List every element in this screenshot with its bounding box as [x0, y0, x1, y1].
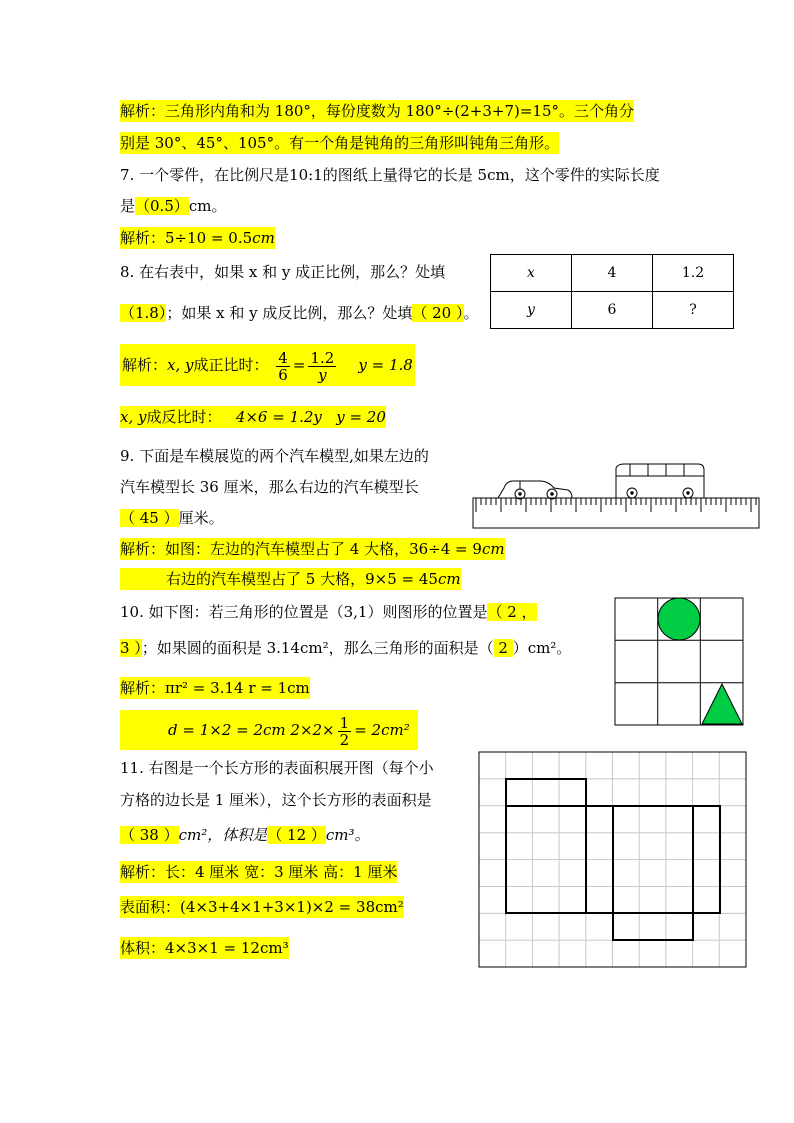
- q7-answer: （0.5）: [135, 197, 189, 215]
- q11-question-line2: 方格的边长是 1 厘米），这个长方形的表面积是: [120, 791, 432, 809]
- fraction: $\frac{1}{2}$: [339, 713, 350, 749]
- q9-answer: （ 45 ）: [120, 509, 179, 527]
- q9-question-line3: （ 45 ）厘米。: [120, 509, 224, 527]
- q10-analysis2: d = 1×2 = 2cm 2×2× $\frac{1}{2}$ = 2cm²: [120, 710, 418, 750]
- q10-question-line1: 10. 如下图：若三角形的位置是（3,1）则图形的位置是（ 2 ，: [120, 603, 537, 621]
- q9-analysis2: 右边的汽车模型占了 5 大格，9×5 = 45cm: [120, 568, 461, 590]
- table-cell: y: [491, 292, 572, 329]
- q8-answer2: （ 20 ）: [412, 304, 464, 322]
- q8-analysis2: x, y成反比时： 4×6 = 1.2y y = 20: [120, 408, 386, 426]
- fraction: $\frac{4}{6}$: [278, 348, 288, 384]
- q11-answer1: （ 38 ）: [120, 826, 179, 844]
- q11-question-line1: 11. 右图是一个长方形的表面积展开图（每个小: [120, 759, 434, 777]
- ruler-ticks: [476, 498, 756, 512]
- q7-question-line1: 7. 一个零件，在比例尺是10:1的图纸上量得它的长是 5cm，这个零件的实际长度: [120, 166, 660, 184]
- q8-analysis1: 解析：x, y成正比时： $\frac{4}{6}$ = $\frac{1.2}{y}$ y = 1.8: [120, 344, 415, 386]
- q11-question-line3: （ 38 ）cm²，体积是（ 12 ）cm³。: [120, 826, 370, 844]
- table-cell: ?: [653, 292, 734, 329]
- table-cell: x: [491, 255, 572, 292]
- table-row: [491, 292, 734, 329]
- q10-answer1b: 3 ）: [120, 639, 142, 657]
- q8-xy-table: [490, 254, 734, 329]
- q6-analysis-line2: 别是 30°、45°、105°。有一个角是钝角的三角形叫钝角三角形。: [120, 134, 560, 152]
- q6-analysis-line1: 解析：三角形内角和为 180°，每份度数为 180°÷(2+3+7)=15°。三个角分: [120, 102, 634, 120]
- table-cell: 4: [572, 255, 653, 292]
- q10-answer1a: （ 2 ，: [487, 603, 537, 621]
- table-row: [491, 255, 734, 292]
- table-cell: 6: [572, 292, 653, 329]
- q8-answer1: （1.8）: [120, 304, 167, 322]
- triangle-shape: [702, 684, 742, 724]
- q9-question-line1: 9. 下面是车模展览的两个汽车模型,如果左边的: [120, 447, 429, 465]
- box-net-grid-figure: [478, 751, 748, 969]
- right-bus-icon: [616, 464, 704, 498]
- q11-answer2: （ 12 ）: [267, 826, 326, 844]
- table-cell: 1.2: [653, 255, 734, 292]
- q9-question-line2: 汽车模型长 36 厘米，那么右边的汽车模型长: [120, 478, 419, 496]
- q9-analysis1: 解析：如图：左边的汽车模型占了 4 大格，36÷4 = 9cm: [120, 540, 505, 558]
- q11-analysis3: 体积：4×3×1 = 12cm³: [120, 939, 289, 957]
- q7-analysis: 解析：5÷10 = 0.5cm: [120, 229, 275, 247]
- q11-analysis1: 解析：长：4 厘米 宽：3 厘米 高：1 厘米: [120, 863, 398, 881]
- q10-answer2: 2: [493, 639, 513, 657]
- q10-question-line2: 3 ）；如果圆的面积是 3.14cm²，那么三角形的面积是（ 2 ）cm²。: [120, 639, 572, 657]
- position-grid-figure: [614, 597, 746, 727]
- q8-question-line1: 8. 在右表中，如果 x 和 y 成正比例，那么？处填: [120, 263, 446, 281]
- circle-shape: [658, 598, 700, 640]
- left-car-icon: [498, 481, 572, 499]
- car-models-ruler-figure: [470, 458, 762, 532]
- fraction: $\frac{1.2}{y}$: [310, 348, 335, 384]
- q10-analysis1: 解析：πr² = 3.14 r = 1cm: [120, 679, 310, 697]
- q8-question-line2: （1.8）；如果 x 和 y 成反比例，那么？处填（ 20 ）。: [120, 304, 479, 322]
- q11-analysis2: 表面积：(4×3+4×1+3×1)×2 = 38cm²: [120, 898, 404, 916]
- q7-question-line2: 是（0.5）cm。: [120, 197, 227, 215]
